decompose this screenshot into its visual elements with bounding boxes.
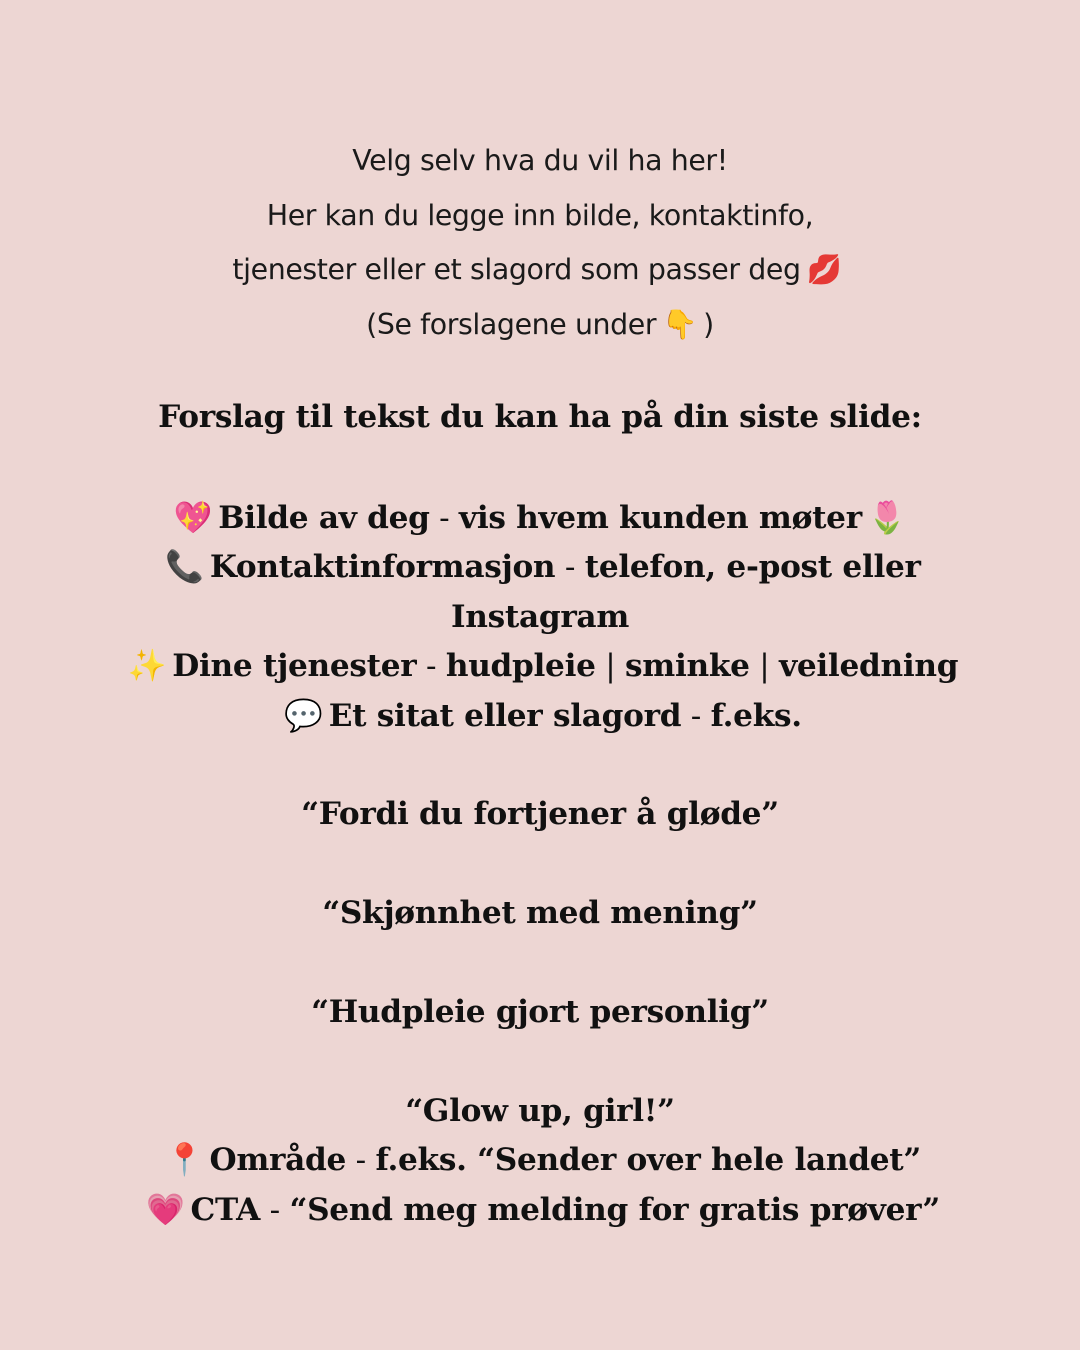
bar-separator: |: [749, 648, 780, 685]
dash-separator: -: [260, 1191, 290, 1228]
suggestion-services: [0, 642, 1080, 691]
bar-separator: |: [595, 648, 626, 685]
suggestion-contact: [0, 543, 1080, 592]
speech-bubble-icon: 💬: [284, 697, 323, 734]
spacer: [0, 939, 1080, 988]
quote-example: “Fordi du fortjener å gløde”: [301, 796, 779, 833]
dash-separator: -: [681, 697, 711, 734]
suggestion-cta-text: “Send meg melding for gratis prøver”: [289, 1191, 940, 1228]
suggestion-photo: [0, 494, 1080, 543]
intro-line-4-open: (Se forslagene under: [366, 307, 657, 341]
suggestion-quote-text: f.eks.: [710, 697, 802, 734]
tulip-icon: 🌷: [867, 500, 907, 536]
suggestion-quote-title: Et sitat eller slagord: [328, 697, 682, 734]
spacer: [0, 1037, 1080, 1086]
kiss-lips-icon: 💋: [806, 253, 842, 286]
quote-example: “Glow up, girl!”: [405, 1092, 675, 1129]
intro-line-4: [0, 298, 1080, 353]
suggestion-cta-title: CTA: [190, 1191, 261, 1228]
suggestion-contact-text: telefon, e-post eller: [584, 549, 921, 586]
suggestion-area-text: f.eks. “Sender over hele landet”: [375, 1142, 921, 1179]
intro-line-2: Her kan du legge inn bilde, kontaktinfo,: [266, 198, 814, 232]
suggestion-photo-text: vis hvem kunden møter: [459, 500, 862, 536]
spacer: [0, 840, 1080, 889]
suggestion-photo-title: Bilde av deg: [218, 500, 430, 536]
suggestions-heading: Forslag til tekst du kan ha på din siste slide:: [158, 399, 922, 435]
telephone-icon: 📞: [165, 549, 204, 586]
suggestion-services-title: Dine tjenester: [172, 648, 417, 685]
dash-separator: -: [416, 648, 446, 685]
growing-heart-icon: 💗: [145, 1191, 185, 1228]
intro-text: [0, 134, 1080, 352]
service-skincare: hudpleie: [445, 648, 596, 685]
dash-separator: -: [346, 1142, 376, 1179]
quote-example: “Skjønnhet med mening”: [322, 895, 758, 932]
round-pushpin-icon: 📍: [165, 1142, 204, 1179]
spacer: [0, 741, 1080, 790]
suggestion-cta: [0, 1186, 1080, 1235]
suggestions-list: [0, 494, 1080, 1235]
pointing-down-icon: 👇: [662, 307, 698, 341]
dash-separator: -: [429, 500, 460, 536]
suggestion-contact-title: Kontaktinformasjon: [209, 549, 556, 586]
intro-line-3: [0, 243, 1080, 298]
suggestion-area: [0, 1136, 1080, 1185]
suggestion-area-title: Område: [209, 1142, 347, 1179]
service-makeup: sminke: [625, 648, 750, 685]
intro-line-1: Velg selv hva du vil ha her!: [352, 144, 728, 177]
quote-example: “Hudpleie gjort personlig”: [311, 994, 769, 1031]
suggestion-quote: [0, 692, 1080, 741]
dash-separator: -: [555, 549, 585, 586]
service-guidance: veiledning: [779, 648, 959, 685]
intro-line-4-close: ): [703, 307, 714, 341]
sparkles-icon: ✨: [127, 648, 167, 685]
intro-line-3-text: tjenester eller et slagord som passer deg: [232, 253, 801, 286]
suggestion-contact-continued: Instagram: [450, 598, 629, 635]
sparkling-heart-icon: 💖: [173, 500, 213, 536]
